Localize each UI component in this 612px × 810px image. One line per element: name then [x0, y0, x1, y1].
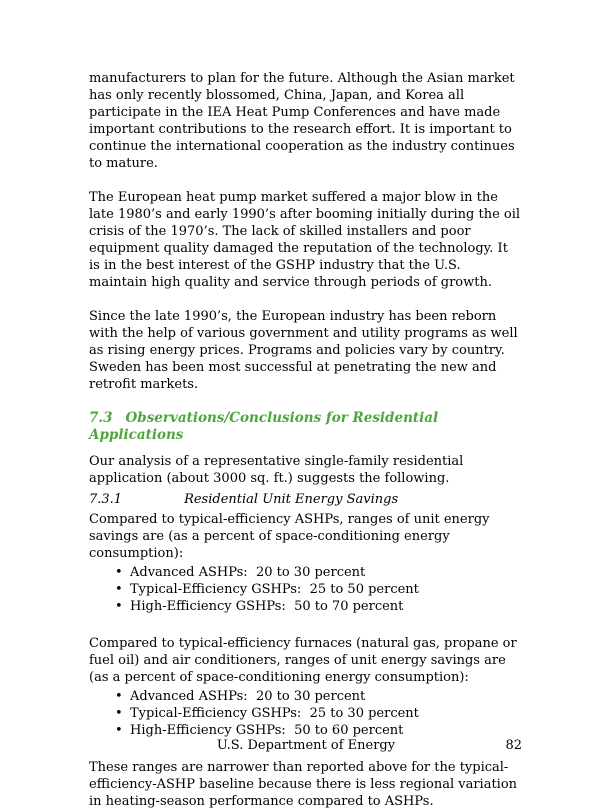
section-number: 7.3	[89, 410, 113, 426]
list-item-text: High-Efficiency GSHPs: 50 to 60 percent	[130, 723, 404, 738]
list-item	[89, 581, 522, 598]
section-heading	[89, 410, 522, 444]
list-item-text: Typical-Efficiency GSHPs: 25 to 30 percent	[130, 706, 419, 721]
bullet-icon: •	[115, 706, 123, 721]
bullet-icon: •	[115, 723, 123, 738]
bullet-icon: •	[115, 599, 123, 614]
list-item	[89, 564, 522, 581]
bullet-icon: •	[115, 565, 123, 580]
ashp-comparison-list	[89, 564, 522, 615]
list-item	[89, 705, 522, 722]
footer-page-number: 82	[505, 738, 522, 753]
subsection-title: Residential Unit Energy Savings	[184, 492, 399, 507]
page-footer	[0, 737, 612, 754]
furnace-comparison-intro: Compared to typical-efficiency furnaces (natural gas, propane or fuel oil) and air conditioners, ranges of unit energy savings are (as a percent of space-conditioning energy consumption):	[89, 636, 517, 685]
closing-paragraph: These ranges are narrower than reported above for the typical-efficiency-ASHP baseline because there is less regional variation in heating-season performance compared to ASHPs.	[89, 760, 518, 809]
footer-organization: U.S. Department of Energy	[216, 738, 396, 753]
list-item-text: Advanced ASHPs: 20 to 30 percent	[130, 689, 366, 704]
list-item	[89, 598, 522, 615]
paragraph-asian-market: manufacturers to plan for the future. Although the Asian market has only recently blossomed, China, Japan, and Korea all participate in the IEA Heat Pump Conferences and have made important contributions to the research effort. It is important to continue the international cooperation as the industry continues to mature.	[89, 71, 515, 171]
list-item	[89, 688, 522, 705]
list-item-text: High-Efficiency GSHPs: 50 to 70 percent	[130, 599, 404, 614]
paragraph-european-reborn: Since the late 1990’s, the European industry has been reborn with the help of various government and utility programs as well as rising energy prices. Programs and policies vary by country. Sweden has been most successful at penetrating the new and retrofit markets.	[89, 309, 518, 392]
bullet-icon: •	[115, 582, 123, 597]
paragraph-european-market: The European heat pump market suffered a major blow in the late 1980’s and early 1990’s after booming initially during the oil crisis of the 1970’s. The lack of skilled installers and poor equipment quality damaged the reputation of the technology. It is in the best interest of the GSHP industry that the U.S. maintain high quality and service through periods of growth.	[89, 190, 521, 290]
list-item-text: Advanced ASHPs: 20 to 30 percent	[130, 565, 366, 580]
ashp-comparison-intro: Compared to typical-efficiency ASHPs, ranges of unit energy savings are (as a percent of space-conditioning energy consumption):	[89, 512, 490, 561]
subsection-heading	[89, 491, 522, 508]
furnace-comparison-list	[89, 688, 522, 739]
list-item-text: Typical-Efficiency GSHPs: 25 to 50 percent	[130, 582, 419, 597]
section-title: Observations/Conclusions for Residential Applications	[89, 410, 439, 443]
bullet-icon: •	[115, 689, 123, 704]
section-intro-paragraph: Our analysis of a representative single-family residential application (about 3000 sq. ft.) suggests the following.	[89, 454, 464, 486]
subsection-number: 7.3.1	[89, 492, 123, 507]
